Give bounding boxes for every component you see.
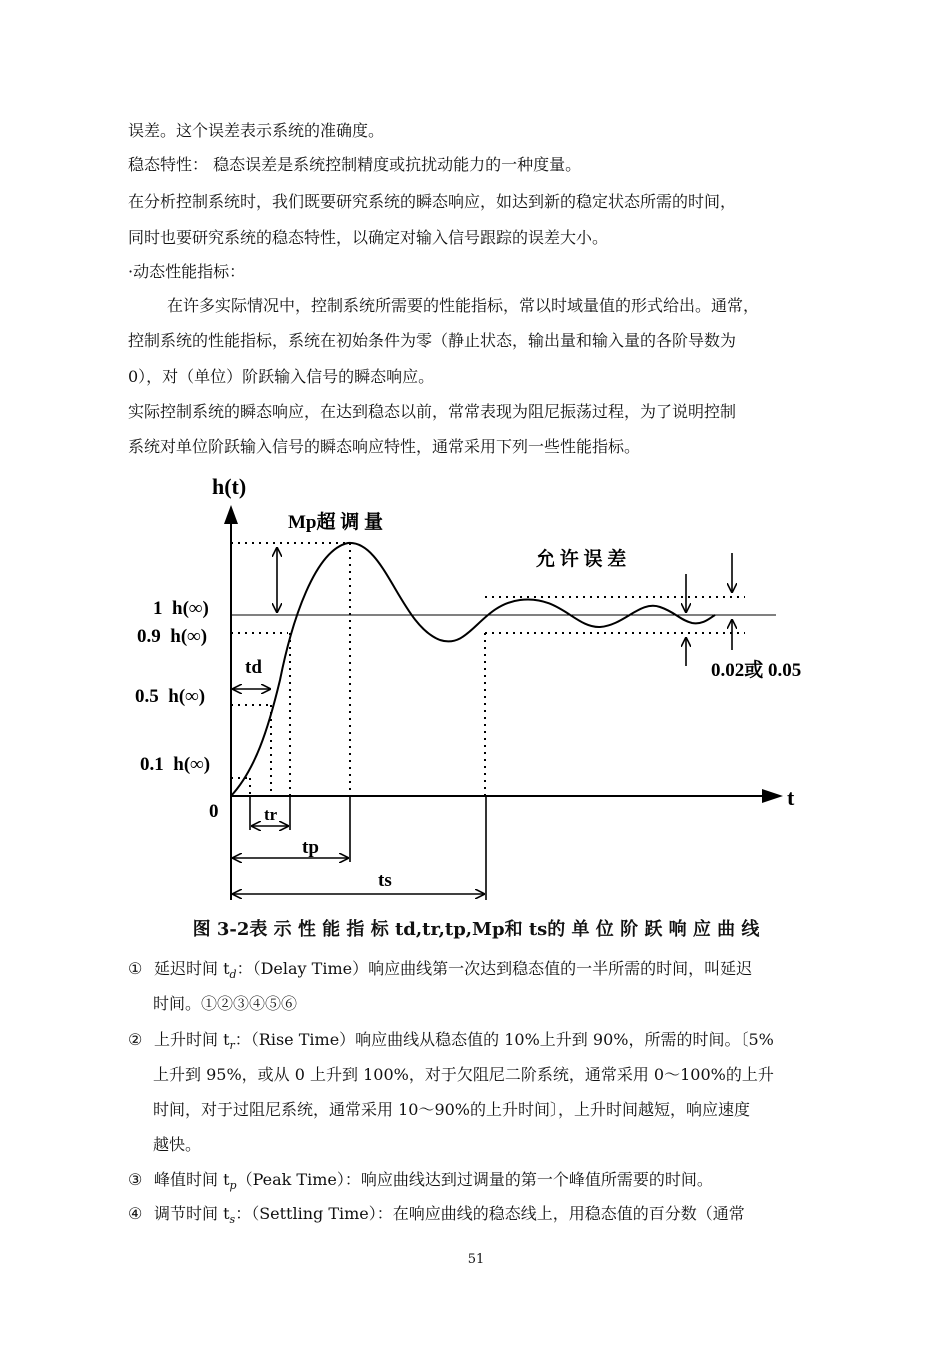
figure-caption: 图 3-2表 示 性 能 指 标 td,tr,tp,Mp和 ts的 单 位 阶 跃 响 应 曲 线 [192, 919, 760, 940]
td-label: td [245, 657, 262, 678]
tolerance-label: 允 许 误 差 [536, 549, 627, 570]
y-axis-label: h(t) [212, 474, 247, 499]
text-line: 误差。这个误差表示系统的准确度。 [128, 121, 385, 140]
definition: ：（Settling Time）：在响应曲线的稳态线上，用稳态值的百分数（通常 [235, 1204, 745, 1223]
section-heading: ·动态性能指标： [128, 262, 246, 281]
subscript: d [229, 968, 237, 982]
origin-label: 0 [209, 801, 219, 822]
level-09-label: 0.9 h(∞) [137, 626, 208, 647]
definition: ：（Rise Time）响应曲线从稳态值的 10%上升到 90%，所需的时间。〔5% [234, 1030, 774, 1049]
text-line: 实际控制系统的瞬态响应，在达到稳态以前，常常表现为阻尼振荡过程，为了说明控制 [128, 402, 737, 421]
list-continuation: 越快。 [153, 1135, 202, 1154]
tr-label: tr [264, 805, 278, 824]
text-line: 同时也要研究系统的稳态特性，以确定对输入信号跟踪的误差大小。 [128, 228, 609, 247]
x-axis-label: t [787, 785, 795, 810]
list-item [128, 959, 752, 985]
page-number: 51 [467, 1252, 485, 1267]
level-1-label: 1 h(∞) [153, 598, 209, 619]
list-number: ① [128, 959, 143, 978]
text-line: 稳态特性： 稳态误差是系统控制精度或抗扰动能力的一种度量。 [128, 155, 582, 174]
y-axis-arrow [224, 505, 238, 524]
list-number: ③ [128, 1170, 143, 1189]
term: 上升时间 t [154, 1030, 230, 1049]
definition: ：（Delay Time）响应曲线第一次达到稳态值的一半所需的时间，叫延迟 [236, 959, 753, 978]
subscript: s [229, 1213, 236, 1227]
tp-label: tp [302, 837, 319, 858]
list-item [128, 1204, 745, 1230]
list-continuation: 上升到 95%，或从 0 上升到 100%，对于欠阻尼二阶系统，通常采用 0～100%的上升 [153, 1065, 774, 1084]
tolerance-value-label: 0.02或 0.05 [711, 660, 802, 681]
text-line: 在分析控制系统时，我们既要研究系统的瞬态响应，如达到新的稳定状态所需的时间， [128, 192, 737, 211]
ts-label: ts [378, 870, 392, 891]
subscript: p [229, 1179, 237, 1193]
list-item [128, 1170, 713, 1196]
level-05-label: 0.5 h(∞) [135, 686, 206, 707]
list-item [128, 1030, 774, 1056]
x-axis-arrow [762, 789, 783, 803]
step-response-figure [0, 465, 952, 920]
list-continuation: 时间。①②③④⑤⑥ [153, 994, 298, 1013]
list-continuation: 时间，对于过阻尼系统，通常采用 10～90%的上升时间〕，上升时间越短，响应速度 [153, 1100, 751, 1119]
text-line: 控制系统的性能指标，系统在初始条件为零（静止状态，输出量和输入量的各阶导数为 [128, 331, 737, 350]
text-line: 在许多实际情况中，控制系统所需要的性能指标，常以时域量值的形式给出。通常， [167, 296, 760, 315]
term: 调节时间 t [154, 1204, 230, 1223]
term: 延迟时间 t [154, 959, 230, 978]
list-number: ② [128, 1030, 143, 1049]
overshoot-label: Mp超 调 量 [288, 512, 384, 533]
response-curve [231, 543, 715, 796]
text-line: 系统对单位阶跃输入信号的瞬态响应特性，通常采用下列一些性能指标。 [128, 437, 641, 456]
term: 峰值时间 t [154, 1170, 230, 1189]
subscript: r [229, 1039, 235, 1053]
text-line: 0），对（单位）阶跃输入信号的瞬态响应。 [128, 367, 435, 386]
list-number: ④ [128, 1204, 143, 1223]
level-01-label: 0.1 h(∞) [140, 754, 211, 775]
definition: （Peak Time）：响应曲线达到过调量的第一个峰值所需要的时间。 [236, 1170, 713, 1189]
